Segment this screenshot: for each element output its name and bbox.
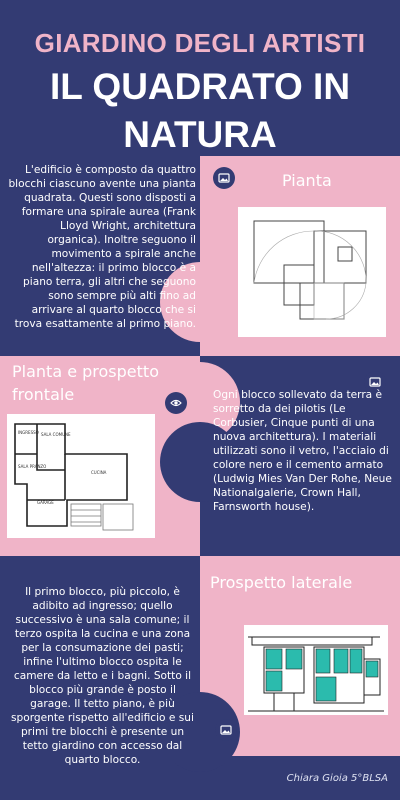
plan-label: SALA PRANZO <box>18 464 47 469</box>
section2-text: Ogni blocco sollevato da terra è sorretto da dei pilotis (Le Corbusier, Cinque punti di una nuova architettura). I materiali utilizzati sono il vetro, l'acciaio di colore nero e il cemento armato (Ludwig Mies Van Der Rohe, Neue Nationalgalerie, Crown Hall, Farnsworth house). <box>213 389 392 513</box>
section1-text: L'edificio è composto da quattro blocchi ciascuno avente una pianta quadrata. Questi sono disposti a formare una spirale aurea (Frank Lloyd Wright, architettura organica). Inoltre seguono il movimento a spirale anche nell'altezza: il primo blocco è a piano terra, gli altri che seguono sono sempre più alti fino ad arrivare al quarto blocco che si trova esattamente al primo piano. <box>8 164 196 330</box>
plan-label: SALA COMUNE <box>41 432 71 437</box>
floor-plan-image <box>7 414 155 538</box>
plan-label: CUCINA <box>91 470 107 475</box>
eye-icon[interactable] <box>165 392 187 414</box>
subtitle: GIARDINO DEGLI ARTISTI <box>34 28 366 58</box>
section1-heading: Pianta <box>282 171 332 190</box>
section3-text: Il primo blocco, più piccolo, è adibito ad ingresso; quello successivo è una sala comune; il terzo ospita la cucina e una zona per la consumazione dei pasti; infine l'ultimo blocco ospita le camere da letto e i bagni. Sotto il blocco più grande è posto il garage. Il tetto piano, è più sporgente rispetto all'edificio e sui primi tre blocchi è presente un tetto giardino con accesso dal quarto blocco. <box>11 586 194 766</box>
section3-heading: Prospetto laterale <box>210 573 353 592</box>
plan-label: GARAGE <box>37 500 54 505</box>
section2-heading: Planta e prospetto frontale <box>12 362 159 404</box>
page-title-line2: NATURA <box>123 114 277 155</box>
author-signature: Chiara Gioia 5°BLSA <box>286 773 388 784</box>
image-icon <box>213 167 235 189</box>
image-icon <box>215 719 237 741</box>
page-title-line1: IL QUADRATO IN <box>49 66 351 107</box>
side-elevation-image <box>244 625 388 715</box>
plan-label: INGRESSO <box>18 430 39 435</box>
plan-image <box>238 207 386 337</box>
